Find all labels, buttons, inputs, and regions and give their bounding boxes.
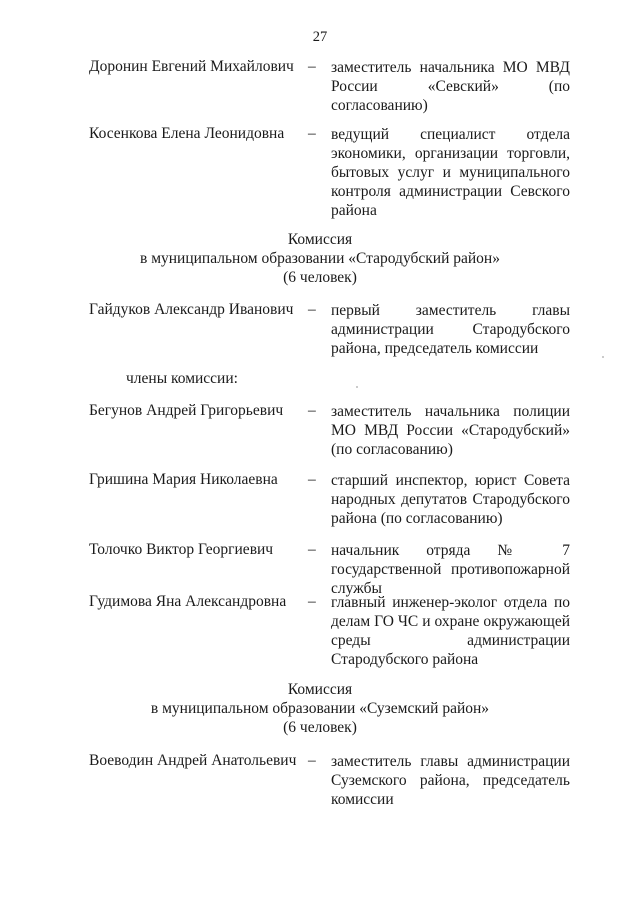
person-name: Гришина Мария Николаевна bbox=[89, 471, 278, 488]
person-role: старший инспектор, юрист Совета народных депутатов Стародубского района (по согласованию) bbox=[331, 472, 570, 527]
commission-count: (6 человек) bbox=[283, 719, 357, 736]
dash-separator: – bbox=[308, 125, 316, 142]
person-name: Доронин Евгений Михайлович bbox=[89, 58, 294, 75]
commission-subtitle: в муниципальном образовании «Стародубский район» bbox=[140, 250, 500, 267]
dash-separator: – bbox=[308, 58, 316, 75]
page-number: 27 bbox=[312, 29, 328, 45]
person-name: Косенкова Елена Леонидовна bbox=[89, 125, 285, 142]
person-role: ведущий специалист отдела экономики, организации торговли, бытовых услуг и муниципального контроля администрации Севского района bbox=[331, 126, 570, 219]
dash-separator: – bbox=[308, 541, 316, 558]
person-name: Толочко Виктор Георгиевич bbox=[89, 541, 274, 558]
person-role: начальник отряда № 7 государственной противопожарной службы bbox=[331, 542, 570, 597]
commission-subtitle: в муниципальном образовании «Суземский район» bbox=[150, 700, 490, 717]
commission-heading-suzemka bbox=[0, 680, 640, 737]
scan-speck bbox=[602, 356, 604, 358]
dash-separator: – bbox=[308, 402, 316, 419]
scan-speck bbox=[356, 386, 358, 388]
person-name: Гайдуков Александр Иванович bbox=[89, 301, 294, 318]
commission-title: Комиссия bbox=[287, 681, 353, 698]
person-name: Воеводин Андрей Анатольевич bbox=[89, 752, 297, 769]
person-role: заместитель начальника полиции МО МВД России «Стародубский» (по согласованию) bbox=[331, 403, 570, 458]
person-role: главный инженер-эколог отдела по делам ГО ЧС и охране окружающей среды администрации Стародубского района bbox=[331, 594, 570, 668]
dash-separator: – bbox=[308, 301, 316, 318]
members-label: члены комиссии: bbox=[126, 370, 238, 387]
dash-separator: – bbox=[308, 593, 316, 610]
dash-separator: – bbox=[308, 752, 316, 769]
person-role: заместитель начальника МО МВД России «Севский» (по согласованию) bbox=[331, 59, 570, 114]
commission-heading-starodub bbox=[0, 230, 640, 287]
person-name: Бегунов Андрей Григорьевич bbox=[89, 402, 284, 419]
dash-separator: – bbox=[308, 471, 316, 488]
commission-title: Комиссия bbox=[287, 231, 353, 248]
person-role: заместитель главы администрации Суземского района, председатель комиссии bbox=[331, 753, 570, 808]
person-name: Гудимова Яна Александровна bbox=[89, 593, 287, 610]
commission-count: (6 человек) bbox=[283, 269, 357, 286]
person-role: первый заместитель главы администрации Стародубского района, председатель комиссии bbox=[331, 302, 570, 357]
